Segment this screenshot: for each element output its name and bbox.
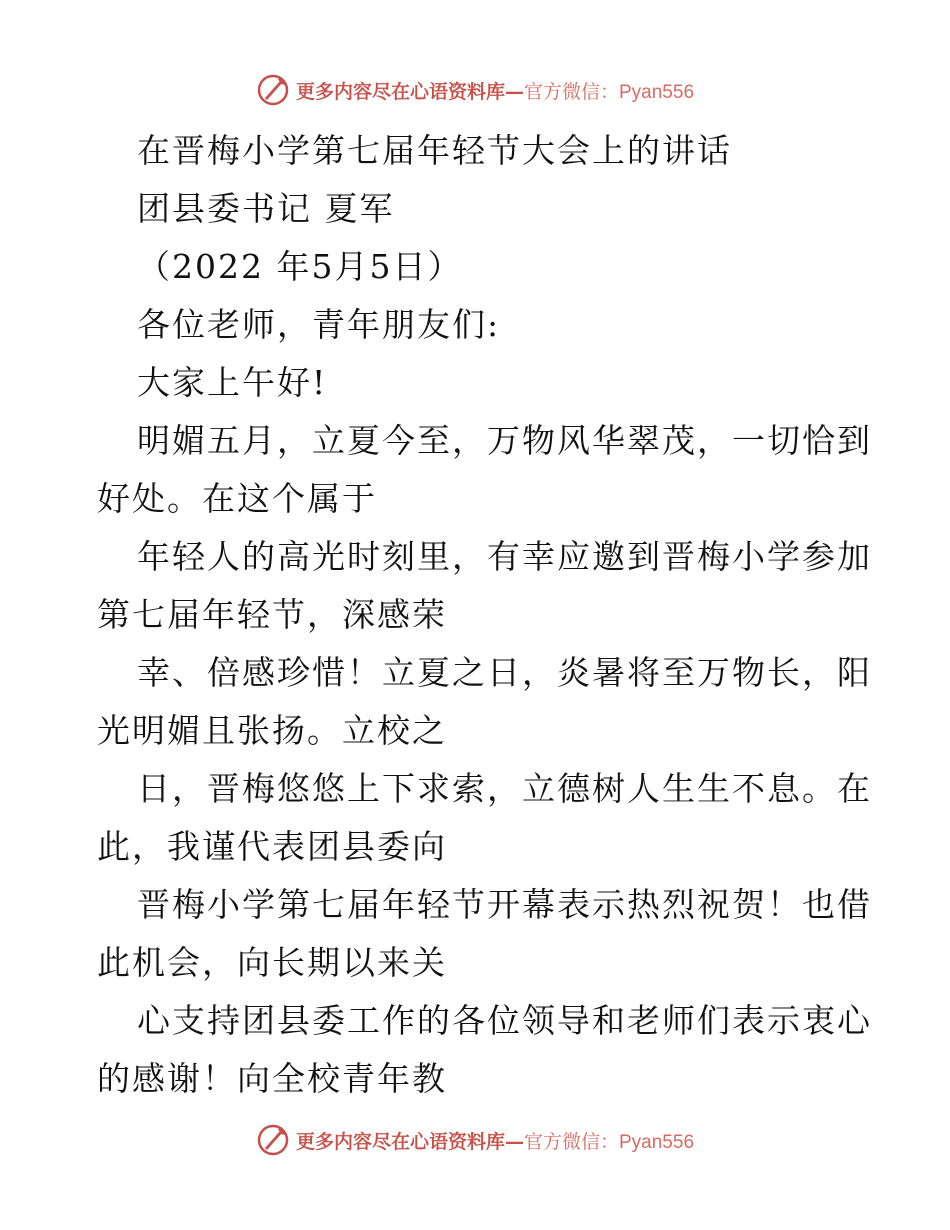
- speech-line: 此机会，向长期以来关: [97, 943, 447, 982]
- header-banner-text: 更多内容尽在心语资料库—官方微信：Pyan556: [295, 80, 695, 103]
- speech-paragraph: [97, 412, 872, 1108]
- speech-line: 好处。在这个属于: [97, 479, 377, 518]
- date-line: （2022 年5月5日）: [137, 247, 463, 286]
- quill-pen-logo-icon: [256, 1123, 290, 1157]
- document-title: 在晋梅小学第七届年轻节大会上的讲话: [137, 131, 732, 170]
- footer-banner: [0, 1120, 950, 1160]
- greeting-line: 大家上午好!: [137, 363, 328, 402]
- quill-pen-logo-icon: [256, 73, 290, 107]
- document-body: [97, 122, 872, 1108]
- speech-line: 的感谢！向全校青年教: [97, 1059, 447, 1098]
- header-banner: [0, 70, 950, 110]
- speech-line: 幸、倍感珍惜！立夏之日，炎暑将至万物长，阳: [137, 653, 872, 692]
- speech-line: 日，晋梅悠悠上下求索，立德树人生生不息。在: [137, 769, 872, 808]
- speech-line: 明媚五月，立夏今至，万物风华翠茂，一切恰到: [137, 421, 872, 460]
- speech-line: 第七届年轻节，深感荣: [97, 595, 447, 634]
- speech-line: 心支持团县委工作的各位领导和老师们表示衷心: [137, 1001, 872, 1040]
- footer-banner-text: 更多内容尽在心语资料库—官方微信：Pyan556: [295, 1130, 695, 1153]
- salutation-line: 各位老师，青年朋友们:: [137, 305, 501, 344]
- speech-line: 此，我谨代表团县委向: [97, 827, 447, 866]
- speech-line: 光明媚且张扬。立校之: [97, 711, 447, 750]
- speech-line: 年轻人的高光时刻里，有幸应邀到晋梅小学参加: [137, 537, 872, 576]
- speaker-line: 团县委书记 夏军: [137, 189, 395, 228]
- speech-line: 晋梅小学第七届年轻节开幕表示热烈祝贺！也借: [137, 885, 872, 924]
